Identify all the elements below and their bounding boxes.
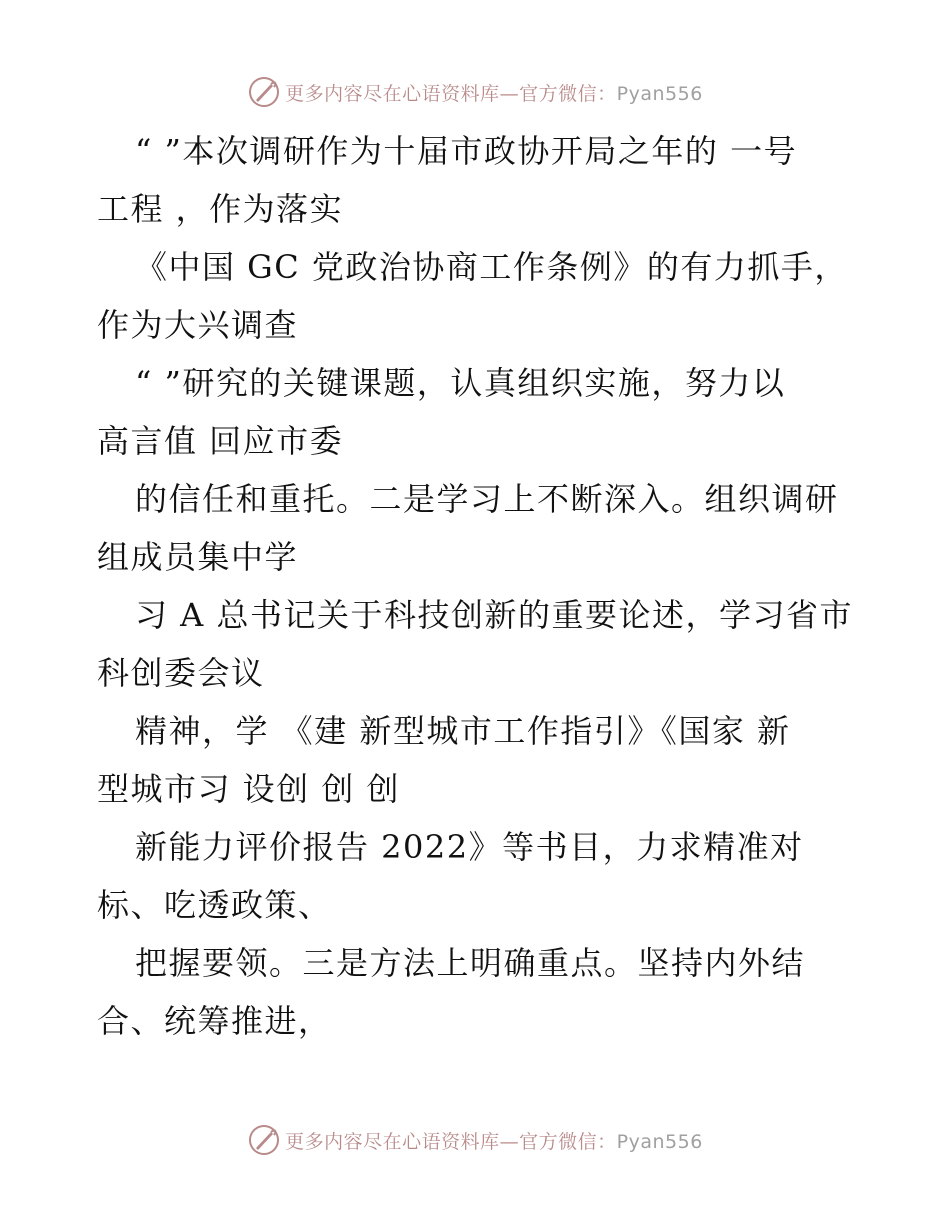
text-line: 的信任和重托。二是学习上不断深入。组织调研 xyxy=(135,480,839,518)
text-line: 型城市习 设创 创 创 xyxy=(97,770,401,808)
watermark-text: 更多内容尽在心语资料库—官方微信：Pyan556 xyxy=(285,1130,703,1153)
text-line: “ ”本次调研作为十届市政协开局之年的 一号 xyxy=(135,132,798,170)
text-line: 《中国 GC 党政治协商工作条例》的有力抓手， xyxy=(135,248,848,286)
footer-watermark xyxy=(0,1120,950,1160)
quill-pen-logo-icon xyxy=(247,1123,281,1157)
text-line: 科创委会议 xyxy=(97,654,265,692)
text-line: “ ”研究的关键课题，认真组织实施，努力以 xyxy=(135,364,786,402)
header-watermark xyxy=(0,72,950,112)
text-line: 作为大兴调查 xyxy=(97,306,299,344)
quill-pen-logo-icon xyxy=(247,75,281,109)
text-line: 新能力评价报告 2022》等书目，力求精准对 xyxy=(135,828,804,866)
text-line: 工程 ，作为落实 xyxy=(97,190,344,228)
text-line: 合、统筹推进， xyxy=(97,1002,332,1040)
text-line: 精神，学 《建 新型城市工作指引》《国家 新 xyxy=(135,712,791,750)
text-line: 习 A 总书记关于科技创新的重要论述，学习省市 xyxy=(135,596,853,634)
text-line: 标、吃透政策、 xyxy=(97,886,332,924)
document-body xyxy=(97,122,857,1050)
text-line: 把握要领。三是方法上明确重点。坚持内外结 xyxy=(135,944,806,982)
text-line: 高言值 回应市委 xyxy=(97,422,344,460)
text-line: 组成员集中学 xyxy=(97,538,299,576)
watermark-text: 更多内容尽在心语资料库—官方微信：Pyan556 xyxy=(285,82,703,105)
